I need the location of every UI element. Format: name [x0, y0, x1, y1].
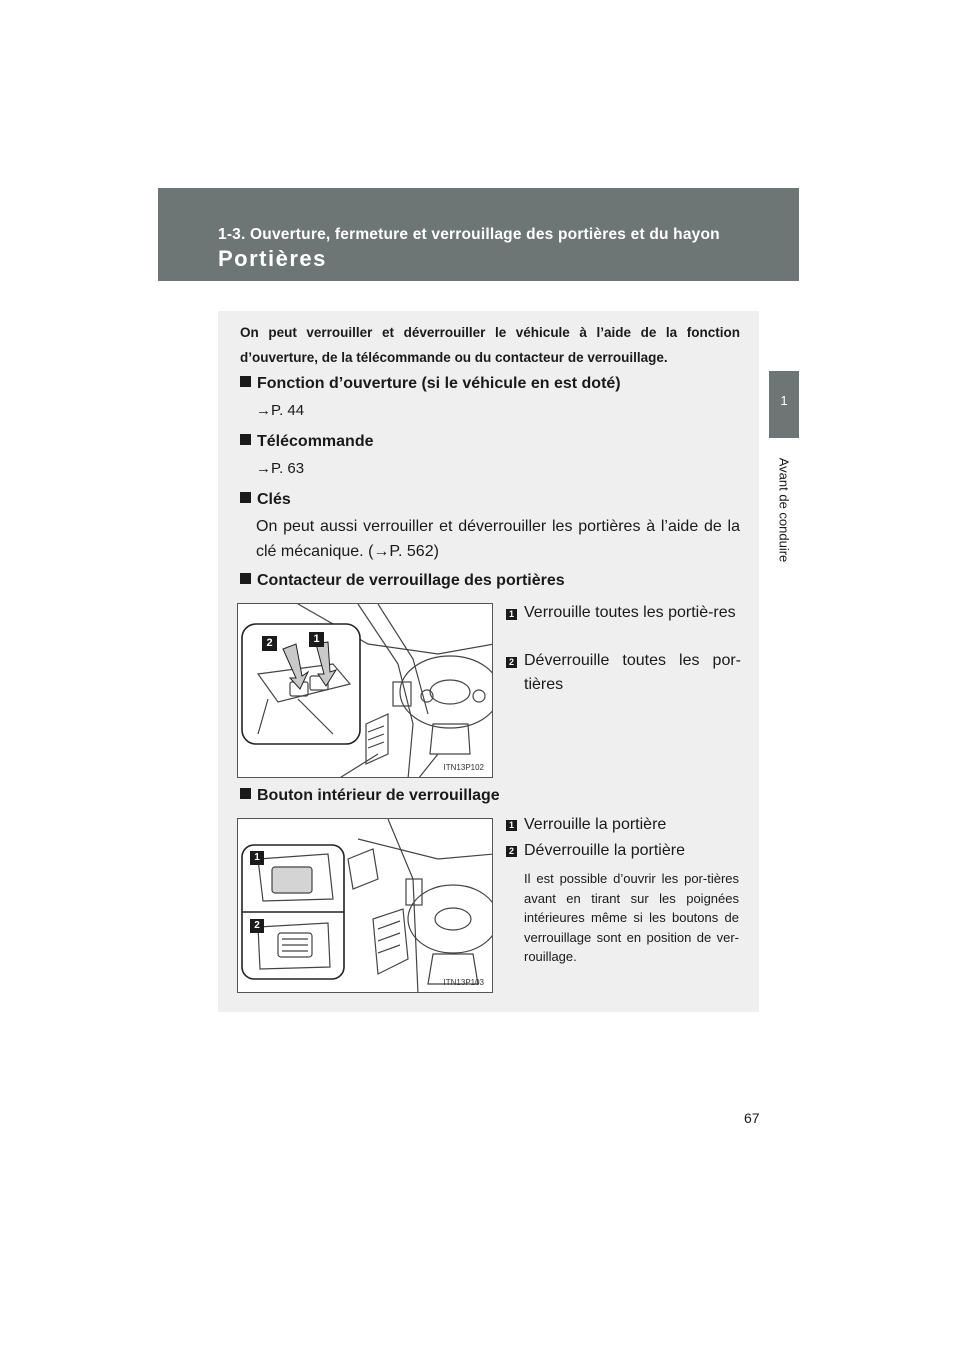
- item-number-2: 2: [506, 846, 517, 857]
- figure-code: ITN13P103: [443, 978, 484, 987]
- door-lock-switch-figure: [237, 603, 493, 778]
- bouton-item-lock: Verrouille la portière: [524, 816, 667, 833]
- contacteur-item-unlock: Déverrouille toutes les por-tières: [524, 652, 741, 693]
- heading-text: Bouton intérieur de verrouillage: [257, 787, 500, 804]
- item-number-2: 2: [506, 657, 517, 668]
- page-reference: →P. 44: [256, 402, 305, 419]
- figure-marker-2: 2: [262, 636, 277, 651]
- figure-marker-2: 2: [250, 919, 264, 933]
- heading-contacteur: [240, 572, 565, 590]
- square-bullet-icon: [240, 492, 251, 503]
- inside-lock-button-figure: [237, 818, 493, 993]
- heading-text: Clés: [257, 491, 291, 508]
- heading-text: Contacteur de verrouillage des portières: [257, 572, 565, 589]
- page-reference: →P. 63: [256, 460, 305, 477]
- page-number: 67: [744, 1110, 760, 1126]
- figure-code: ITN13P102: [443, 763, 484, 772]
- contacteur-item-lock: Verrouille toutes les portiè-res: [524, 604, 736, 621]
- figure-marker-1: 1: [250, 851, 264, 865]
- chapter-tab: [769, 371, 799, 438]
- cles-body: On peut aussi verrouiller et déverrouiller les portières à l’aide de la clé mécanique. (→P. 562): [256, 518, 740, 560]
- heading-text: Fonction d’ouverture (si le véhicule en est doté): [257, 375, 621, 392]
- chapter-tab-number: 1: [780, 393, 788, 408]
- figure-marker-1: 1: [309, 632, 324, 647]
- heading-bouton-interieur: [240, 787, 500, 805]
- heading-telecommande: [240, 433, 373, 451]
- chapter-side-label: [770, 450, 798, 570]
- bouton-note: Il est possible d’ouvrir les por-tières avant en tirant sur les poignées intérieures même si les boutons de verrouillage sont en position de ver-rouillage.: [524, 871, 739, 964]
- square-bullet-icon: [240, 376, 251, 387]
- bouton-item-unlock: Déverrouille la portière: [524, 842, 685, 859]
- heading-fonction-ouverture: [240, 375, 621, 393]
- chapter-header: [158, 188, 799, 281]
- item-number-1: 1: [506, 609, 517, 620]
- square-bullet-icon: [240, 573, 251, 584]
- intro-text: On peut verrouiller et déverrouiller le véhicule à l’aide de la fonction d’ouverture, de la télécommande ou du contacteur de verrouillage.: [240, 325, 740, 365]
- heading-cles: [240, 491, 291, 509]
- square-bullet-icon: [240, 434, 251, 445]
- page-title: Portières: [218, 246, 327, 271]
- section-title: 1-3. Ouverture, fermeture et verrouillage des portières et du hayon: [218, 226, 720, 243]
- square-bullet-icon: [240, 788, 251, 799]
- item-number-1: 1: [506, 820, 517, 831]
- chapter-side-label-text: Avant de conduire: [776, 457, 792, 563]
- heading-text: Télécommande: [257, 433, 374, 450]
